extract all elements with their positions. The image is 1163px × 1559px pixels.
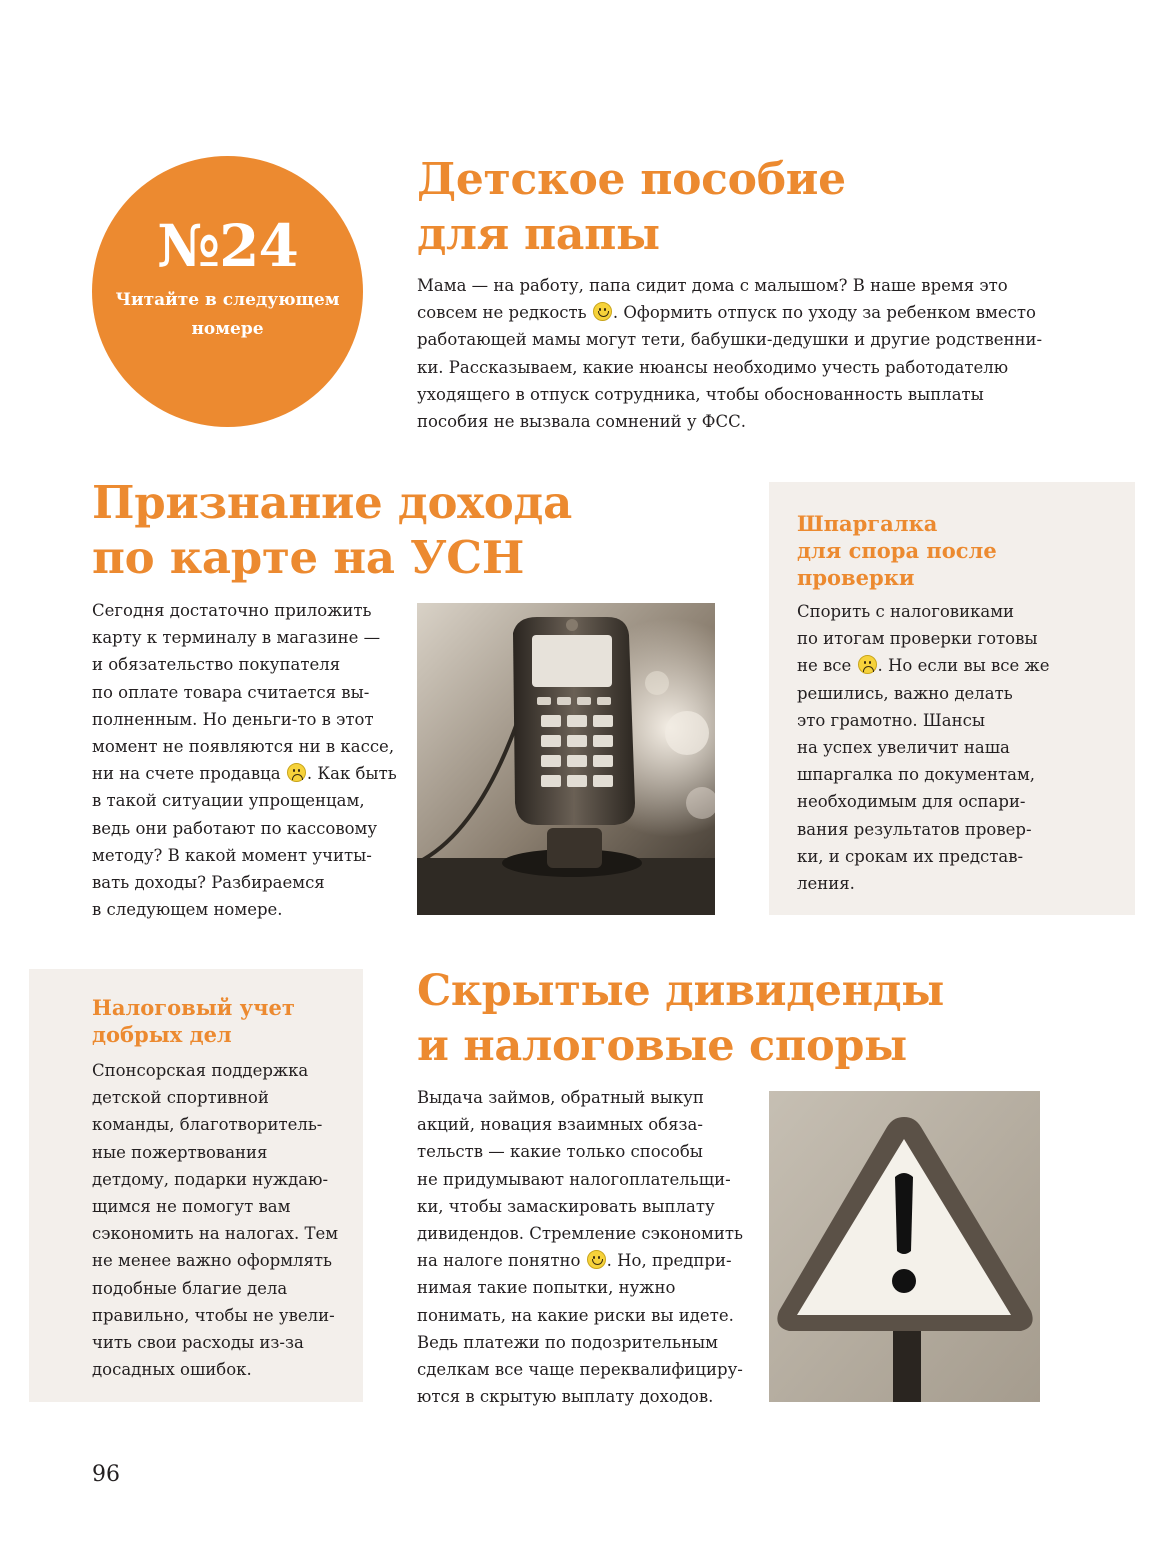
text-line: Спонсорская поддержка	[92, 1061, 309, 1080]
text-line: ведь они работают по кассовому	[92, 818, 378, 838]
article-card-title	[92, 475, 732, 585]
issue-number: №24	[157, 212, 298, 280]
text-line: карту к терминалу в магазине —	[92, 628, 381, 648]
text-line: ки. Рассказываем, какие нюансы необходимо учесть работодателю	[417, 357, 1009, 377]
text-line: щимся не помогут вам	[92, 1197, 291, 1217]
text-line: досадных ошибок.	[92, 1360, 252, 1380]
sidebar-cheatsheet-body	[797, 598, 1117, 897]
text-line: пособия не вызвала сомнений у ФСС.	[417, 412, 746, 432]
text-line: ни на счете продавца . Как быть	[92, 764, 397, 784]
text-line: вания результатов провер-	[797, 819, 1032, 839]
title-line: Детское пособие	[417, 154, 846, 205]
sidebar-charity-title	[92, 994, 295, 1048]
sidebar-cheatsheet-title	[797, 510, 997, 591]
title-line: Шпаргалка	[797, 511, 938, 536]
sidebar-cheatsheet	[769, 482, 1135, 915]
title-line: проверки	[797, 565, 915, 590]
text-line: ки, чтобы замаскировать выплату	[417, 1196, 715, 1216]
text-line: не все . Но если вы все же	[797, 656, 1050, 676]
text-line: совсем не редкость . Оформить отпуск по уходу за ребенком вместо	[417, 303, 1036, 323]
text-line: работающей мамы могут тети, бабушки-дедушки и другие родственни-	[417, 330, 1043, 350]
text-line: Сегодня достаточно приложить	[92, 601, 372, 620]
title-line: Скрытые дивиденды	[417, 966, 945, 1016]
text-line: это грамотно. Шансы	[797, 710, 985, 730]
text-line: ления.	[797, 874, 855, 894]
sidebar-charity-body	[92, 1057, 357, 1383]
text-line: ки, и срокам их представ-	[797, 846, 1024, 866]
text-line: команды, благотворитель-	[92, 1115, 323, 1135]
text-line: не придумывают налогоплательщи-	[417, 1169, 731, 1189]
text-line: дивидендов. Стремление сэкономить	[417, 1224, 744, 1244]
issue-subtitle: Читайте в следующем номере	[115, 290, 340, 339]
text-line: тельств — какие только способы	[417, 1142, 703, 1162]
title-line: для папы	[417, 209, 660, 260]
text-line: не менее важно оформлять	[92, 1251, 333, 1271]
text-line: вать доходы? Разбираемся	[92, 873, 325, 893]
text-line: акций, новация взаимных обяза-	[417, 1115, 703, 1135]
title-line: по карте на УСН	[92, 531, 525, 584]
text-line: методу? В какой момент учиты-	[92, 845, 372, 865]
text-line: Ведь платежи по подозрительным	[417, 1332, 718, 1352]
title-line: и налоговые споры	[417, 1021, 907, 1071]
payment-terminal-icon	[417, 603, 715, 915]
text-line: на успех увеличит наша	[797, 738, 1010, 758]
text-line: ные пожертвования	[92, 1142, 268, 1162]
text-line: понимать, на какие риски вы идете.	[417, 1305, 734, 1325]
text-line: Выдача займов, обратный выкуп	[417, 1088, 704, 1107]
text-line: Спорить с налоговиками	[797, 602, 1015, 621]
article-papa	[417, 152, 1077, 262]
payment-terminal-photo	[417, 603, 715, 915]
text-line: ются в скрытую выплату доходов.	[417, 1387, 714, 1407]
text-line: нимая такие попытки, нужно	[417, 1278, 676, 1298]
article-dividends-body	[417, 1084, 757, 1410]
text-line: по оплате товара считается вы-	[92, 682, 370, 702]
text-line: правильно, чтобы не увели-	[92, 1305, 335, 1325]
article-papa-title	[417, 152, 1077, 262]
article-card-body	[92, 597, 402, 923]
text-line: детской спортивной	[92, 1088, 269, 1108]
text-line: Мама — на работу, папа сидит дома с малышом? В наше время это	[417, 276, 1008, 295]
text-line: решились, важно делать	[797, 683, 1013, 703]
smile-emoji-icon	[593, 302, 612, 321]
issue-badge	[92, 156, 363, 427]
text-line: уходящего в отпуск сотрудника, чтобы обоснованность выплаты	[417, 384, 984, 404]
text-line: шпаргалка по документам,	[797, 765, 1036, 785]
article-dividends-title	[417, 964, 1137, 1074]
text-line: детдому, подарки нуждаю-	[92, 1169, 329, 1189]
smile-emoji-icon	[587, 1250, 606, 1269]
warning-sign-photo	[769, 1091, 1040, 1402]
text-line: полненным. Но деньги-то в этот	[92, 709, 374, 729]
title-line: Признание дохода	[92, 476, 572, 529]
text-line: сэкономить на налогах. Тем	[92, 1224, 339, 1244]
article-dividends	[417, 964, 1137, 1074]
text-line: подобные благие дела	[92, 1278, 288, 1298]
sidebar-charity	[29, 969, 363, 1402]
text-line: чить свои расходы из-за	[92, 1333, 304, 1353]
text-line: в следующем номере.	[92, 900, 283, 920]
text-line: и обязательство покупателя	[92, 655, 341, 675]
page-number: 96	[92, 1462, 120, 1487]
article-papa-body	[417, 272, 1097, 435]
text-line: в такой ситуации упрощенцам,	[92, 791, 365, 811]
text-line: по итогам проверки готовы	[797, 629, 1038, 649]
article-card	[92, 475, 732, 585]
title-line: для спора после	[797, 538, 997, 563]
title-line: добрых дел	[92, 1022, 232, 1047]
text-line: момент не появляются ни в кассе,	[92, 737, 395, 757]
title-line: Налоговый учет	[92, 995, 295, 1020]
sad-emoji-icon	[287, 763, 306, 782]
warning-sign-icon	[769, 1091, 1040, 1402]
text-line: на налоге понятно . Но, предпри-	[417, 1251, 732, 1271]
text-line: необходимым для оспари-	[797, 792, 1026, 812]
sad-emoji-icon	[858, 655, 877, 674]
text-line: сделкам все чаще переквалифициру-	[417, 1360, 743, 1380]
